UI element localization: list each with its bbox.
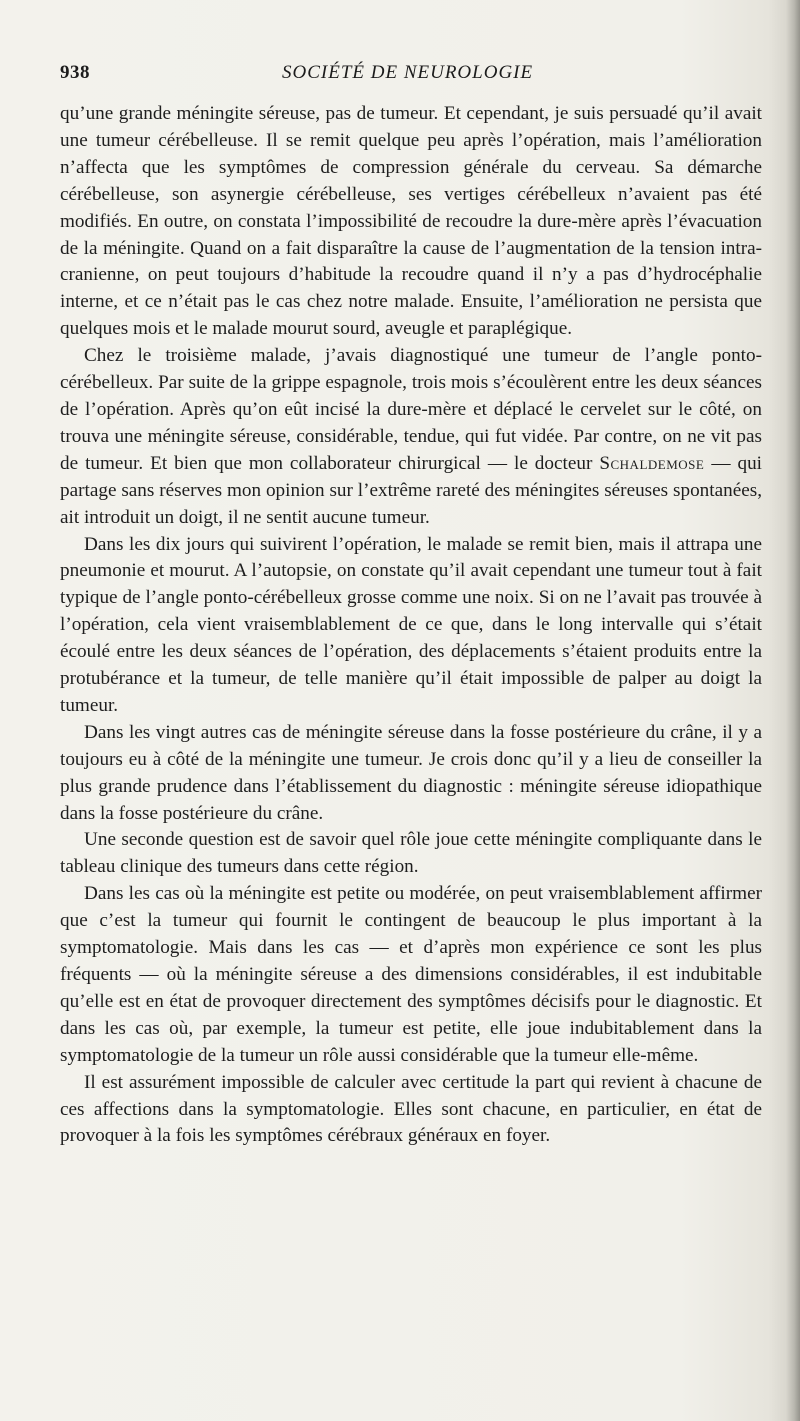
body-text [60,101,762,1150]
paragraph-6: Dans les cas où la méningite est petite ou modérée, on peut vraisemblablement affirmer que c’est la tumeur qui fournit le contingent de beaucoup le plus important à la symptomatologie. Mais dans les cas — et d’après mon expérience ce sont les plus fréquents — où la méningite séreuse a des dimensions considérables, il est indubitable qu’elle est en état de provoquer directement des symptômes décisifs pour le diagnostic. Et dans les cas où, par exemple, la tumeur est petite, elle joue indubitablement dans la symptomatologie de la tumeur un rôle aussi considérable que la tumeur elle-même. [60,883,762,1066]
paragraph-5: Une seconde question est de savoir quel rôle joue cette méningite compliquante dans le tableau clinique des tumeurs dans cette région. [60,829,762,878]
paragraph-7: Il est assurément impossible de calculer avec certitude la part qui revient à chacune de ces affections dans la symptomatologie. Elles sont chacune, en particulier, en état de provoquer à la fois les symptômes cérébraux généraux en foyer. [60,1071,762,1147]
paragraph-4: Dans les vingt autres cas de méningite séreuse dans la fosse postérieure du crâne, il y a toujours eu à côté de la méningite une tumeur. Je crois donc qu’il y a lieu de conseiller la plus grande prudence dans l’établissement du diagnostic : méningite séreuse idiopathique dans la fosse postérieure du crâne. [60,721,762,824]
paragraph-3: Dans les dix jours qui suivirent l’opération, le malade se remit bien, mais il attrapa une pneumonie et mourut. A l’autopsie, on constate qu’il avait cependant une tumeur tout à fait typique de l’angle ponto-cérébelleux grosse comme une noix. Si on ne l’avait pas trouvée à l’opération, cela vient vraisemblablement de ce que, dans le long intervalle qui s’était écoulé entre les deux séances de l’opération, des déplacements s’étaient produits entre la protubérance et la tumeur, de telle manière qu’il était impossible de palper au doigt la tumeur. [60,533,762,716]
surgeon-name: Schaldemose [599,452,705,474]
paragraph-2-end: — qui partage sans réserves mon opinion sur l’extrême rareté des méningites séreuses spontanées, ait introduit un doigt, il ne sentit aucune tumeur. [60,452,762,528]
page-number: 938 [60,62,90,83]
paragraph-2-start: Chez le troisième malade, j’avais diagnostiqué une tumeur de l’angle ponto-cérébelleux. Par suite de la grippe espagnole, trois mois s’écoulèrent entre les deux séances de l’opération. Après qu’on eût incisé la dure-mère et déplacé le cervelet sur le côté, on trouva une méningite séreuse, considérable, tendue, qui fut vidée. Par contre, on ne vit pas de tumeur. Et bien que mon collaborateur chirurgical — le docteur [60,345,762,474]
running-title: SOCIÉTÉ DE NEUROLOGIE [282,62,534,83]
page-header [60,62,740,88]
paragraph-1: qu’une grande méningite séreuse, pas de tumeur. Et cependant, je suis persuadé qu’il avait une tumeur cérébelleuse. Il se remit quelque peu après l’opération, mais l’amélioration n’affecta que les symptômes de compression générale du cerveau. Sa démarche cérébelleuse, son asynergie cérébelleuse, ses vertiges cérébelleux n’avaient pas été modifiés. En outre, on constata l’impossibilité de recoudre la dure-mère après l’évacuation de la méningite. Quand on a fait disparaître la cause de l’augmentation de la tension intra-cranienne, on peut toujours d’habitude la recoudre quand il n’y a pas d’hydrocéphalie interne, et ce n’était pas le cas chez notre malade. Ensuite, l’amélioration ne persista que quelques mois et le malade mourut sourd, aveugle et paraplégique. [60,103,762,340]
paragraph-2 [60,343,762,531]
page-edge-shadow [786,0,800,1421]
